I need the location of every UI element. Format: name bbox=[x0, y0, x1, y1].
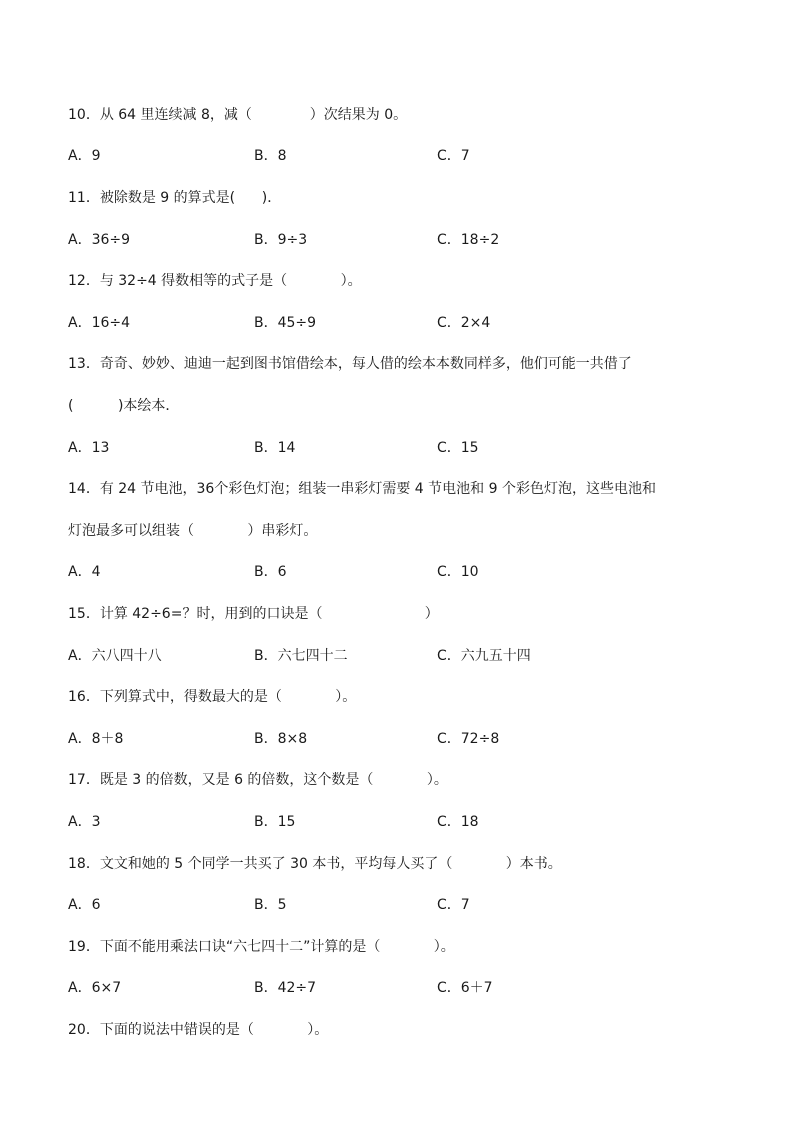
question-17: 17．既是 3 的倍数，又是 6 的倍数，这个数是（ ）。 bbox=[68, 772, 448, 788]
option-c[interactable]: C．15 bbox=[437, 440, 479, 456]
option-a[interactable]: A．6×7 bbox=[68, 980, 122, 996]
option-b[interactable]: B．42÷7 bbox=[254, 980, 317, 996]
question-13: 13．奇奇、妙妙、迪迪一起到图书馆借绘本，每人借的绘本本数同样多，他们可能一共借了 bbox=[68, 356, 632, 372]
option-a[interactable]: A．3 bbox=[68, 814, 101, 830]
option-b[interactable]: B．5 bbox=[254, 897, 287, 913]
option-b[interactable]: B．6 bbox=[254, 564, 287, 580]
option-b[interactable]: B．8×8 bbox=[254, 731, 308, 747]
option-b[interactable]: B．六七四十二 bbox=[254, 648, 348, 664]
option-a[interactable]: A．4 bbox=[68, 564, 101, 580]
option-a[interactable]: A．8＋8 bbox=[68, 731, 124, 747]
option-b[interactable]: B．15 bbox=[254, 814, 296, 830]
option-b[interactable]: B．9÷3 bbox=[254, 232, 308, 248]
question-12: 12．与 32÷4 得数相等的式子是（ ）。 bbox=[68, 273, 362, 289]
option-b[interactable]: B．45÷9 bbox=[254, 315, 317, 331]
question-10: 10．从 64 里连续减 8，减（ ）次结果为 0。 bbox=[68, 107, 408, 123]
option-b[interactable]: B．8 bbox=[254, 148, 287, 164]
option-a[interactable]: A．13 bbox=[68, 440, 110, 456]
option-c[interactable]: C．6＋7 bbox=[437, 980, 493, 996]
option-c[interactable]: C．72÷8 bbox=[437, 731, 500, 747]
question-13-continued: ( )本绘本． bbox=[68, 398, 180, 414]
option-c[interactable]: C．六九五十四 bbox=[437, 648, 531, 664]
option-a[interactable]: A．六八四十八 bbox=[68, 648, 162, 664]
option-a[interactable]: A．6 bbox=[68, 897, 101, 913]
question-14-continued: 灯泡最多可以组装（ ）串彩灯。 bbox=[68, 523, 318, 539]
option-c[interactable]: C．18÷2 bbox=[437, 232, 500, 248]
question-20: 20．下面的说法中错误的是（ ）。 bbox=[68, 1022, 329, 1038]
question-14: 14．有 24 节电池，36个彩色灯泡；组装一串彩灯需要 4 节电池和 9 个彩色灯泡，这些电池和 bbox=[68, 481, 656, 497]
question-11: 11．被除数是 9 的算式是( )． bbox=[68, 190, 282, 206]
question-16: 16．下列算式中，得数最大的是（ ）。 bbox=[68, 689, 357, 705]
question-15: 15．计算 42÷6=？时，用到的口诀是（ ） bbox=[68, 606, 439, 622]
option-c[interactable]: C．2×4 bbox=[437, 315, 491, 331]
option-c[interactable]: C．10 bbox=[437, 564, 479, 580]
option-a[interactable]: A．9 bbox=[68, 148, 101, 164]
question-18: 18．文文和她的 5 个同学一共买了 30 本书，平均每人买了（ ）本书。 bbox=[68, 856, 562, 872]
option-a[interactable]: A．36÷9 bbox=[68, 232, 131, 248]
question-19: 19．下面不能用乘法口诀“六七四十二”计算的是（ ）。 bbox=[68, 939, 455, 955]
option-c[interactable]: C．7 bbox=[437, 897, 470, 913]
option-c[interactable]: C．7 bbox=[437, 148, 470, 164]
option-c[interactable]: C．18 bbox=[437, 814, 479, 830]
option-b[interactable]: B．14 bbox=[254, 440, 296, 456]
option-a[interactable]: A．16÷4 bbox=[68, 315, 131, 331]
